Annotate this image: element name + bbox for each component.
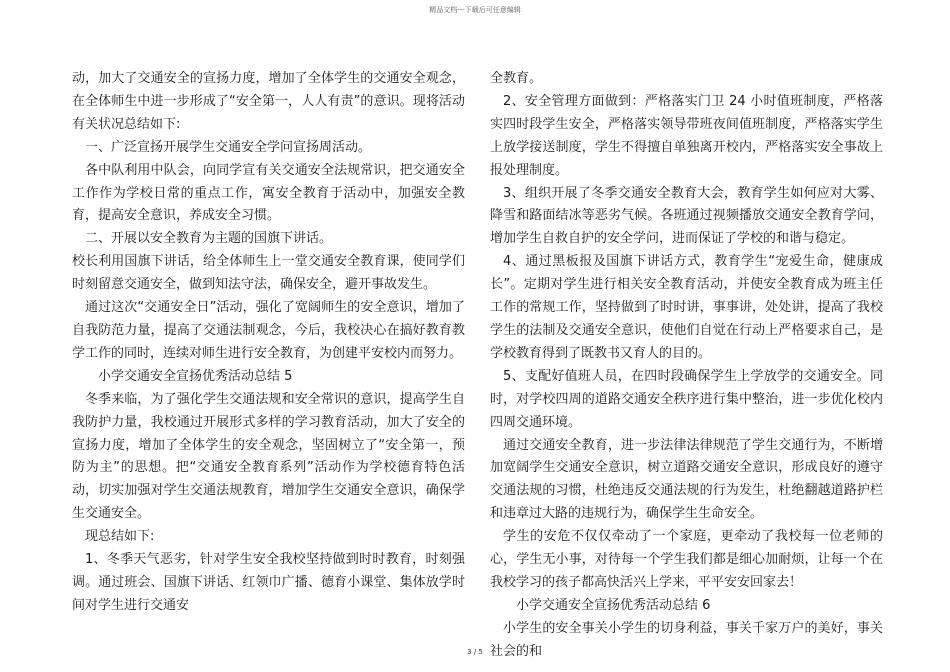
paragraph: 1、冬季天气恶劣，针对学生安全我校坚持做到时时教育，时刻强调。通过班会、国旗下讲话、红领巾广播、德育小课堂、集体放学时间对学生进行交通安 xyxy=(72,552,465,613)
section-heading: 一、广泛宣扬开展学生交通安全学问宣扬周活动。 xyxy=(85,139,372,155)
page-number: 3 / 5 xyxy=(467,648,483,656)
paragraph: 2、安全管理方面做到：严格落实门卫 24 小时值班制度，严格落实四时段学生安全，严格落实领导带班夜间值班制度，严格落实学生上放学接送制度，学生不得擅自单独离开校内，严格落实安全事故上报处理制度。 xyxy=(490,93,883,178)
paragraph: 校长利用国旗下讲话，给全体师生上一堂交通安全教育课，使同学们时刻留意交通安全，做到知法守法，确保安全，避开事故发生。 xyxy=(72,254,465,293)
paragraph: 3、组织开展了冬季交通安全教育大会，教育学生如何应对大雾、降雪和路面结冰等恶劣气候。各班通过视频播放交通安全教育学问，增加学生自救自护的安全学问，进而保证了学校的和谐与稳定。 xyxy=(490,185,883,247)
paragraph: 各中队利用中队会，向同学宣有关交通安全法规常识，把交通安全工作作为学校日常的重点工作，寓安全教育于活动中，加强安全教育，提高安全意识，养成安全习惯。 xyxy=(72,162,465,224)
paragraph: 动，加大了交通安全的宣扬力度，增加了全体学生的交通安全观念，在全体师生中进一步形成了“安全第一，人人有责”的意识。现将活动有关状况总结如下: xyxy=(72,71,465,132)
paragraph: 通过这次“交通安全日”活动，强化了宽阔师生的安全意识，增加了自我防范力量，提高了交通法制观念，今后，我校决心在搞好教育教学工作的同时，连续对师生进行安全教育，为创建平安校内而努力。 xyxy=(72,300,465,361)
section-title: 小学交通安全宣扬优秀活动总结 6 xyxy=(516,597,711,613)
paragraph: 学生的安危不仅仅牵动了一个家庭，更牵动了我校每一位老师的心，学生无小事，对待每一个学生我们都是细心加耐烦，让每一个在我校学习的孩子都高快活兴上学来，平平安安回家去！ xyxy=(490,529,883,590)
paragraph: 现总结如下: xyxy=(85,529,155,545)
section-title: 小学交通安全宣扬优秀活动总结 5 xyxy=(98,368,293,384)
paragraph: 全教育。 xyxy=(490,71,543,86)
paragraph: 5、支配好值班人员，在四时段确保学生上学放学的交通安全。同时，对学校四周的道路交通安全秩序进行集中整治，进一步优化校内四周交通环境。 xyxy=(490,368,883,430)
paragraph: 4、通过黑板报及国旗下讲话方式，教育学生“宠爱生命，健康成长”。定期对学生进行相关安全教育活动，并使安全教育成为班主任工作的常规工作，坚持做到了时时讲，事事讲，处处讲，提高了我校学生的法制及交通安全意识，使他们自觉在行动上严格要求自己，是学校教育得到了既教书又育人的目的。 xyxy=(490,254,883,361)
paragraph: 冬季来临，为了强化学生交通法规和安全常识的意识，提高学生自我防护力量，我校通过开展形式多样的学习教育活动，加大了安全的宣扬力度，增加了全体学生的安全观念，坚固树立了“安全第一，预防为主”的思想。把“交通安全教育系列”活动作为学校德育特色活动，切实加强对学生交通法规教育，增加学生交通安全意识，确保学生交通安全。 xyxy=(72,391,465,522)
left-column xyxy=(72,68,465,618)
section-heading: 二、开展以安全教育为主题的国旗下讲话。 xyxy=(85,231,333,247)
paragraph: 小学生的安全事关小学生的切身利益，事关千家万户的美好，事关社会的和 xyxy=(490,620,883,659)
paragraph: 通过交通安全教育，进一步法律法律规范了学生交通行为，不断增加宽阔学生交通安全意识，树立道路交通安全意识，形成良好的遵守交通法规的习惯，杜绝违反交通法规的行为发生，杜绝翻越道路护栏和违章过大路的违规行为，确保学生生命安全。 xyxy=(490,437,883,522)
page-header: 精品文档---下载后可任意编辑 xyxy=(429,6,521,14)
right-column xyxy=(490,68,883,664)
